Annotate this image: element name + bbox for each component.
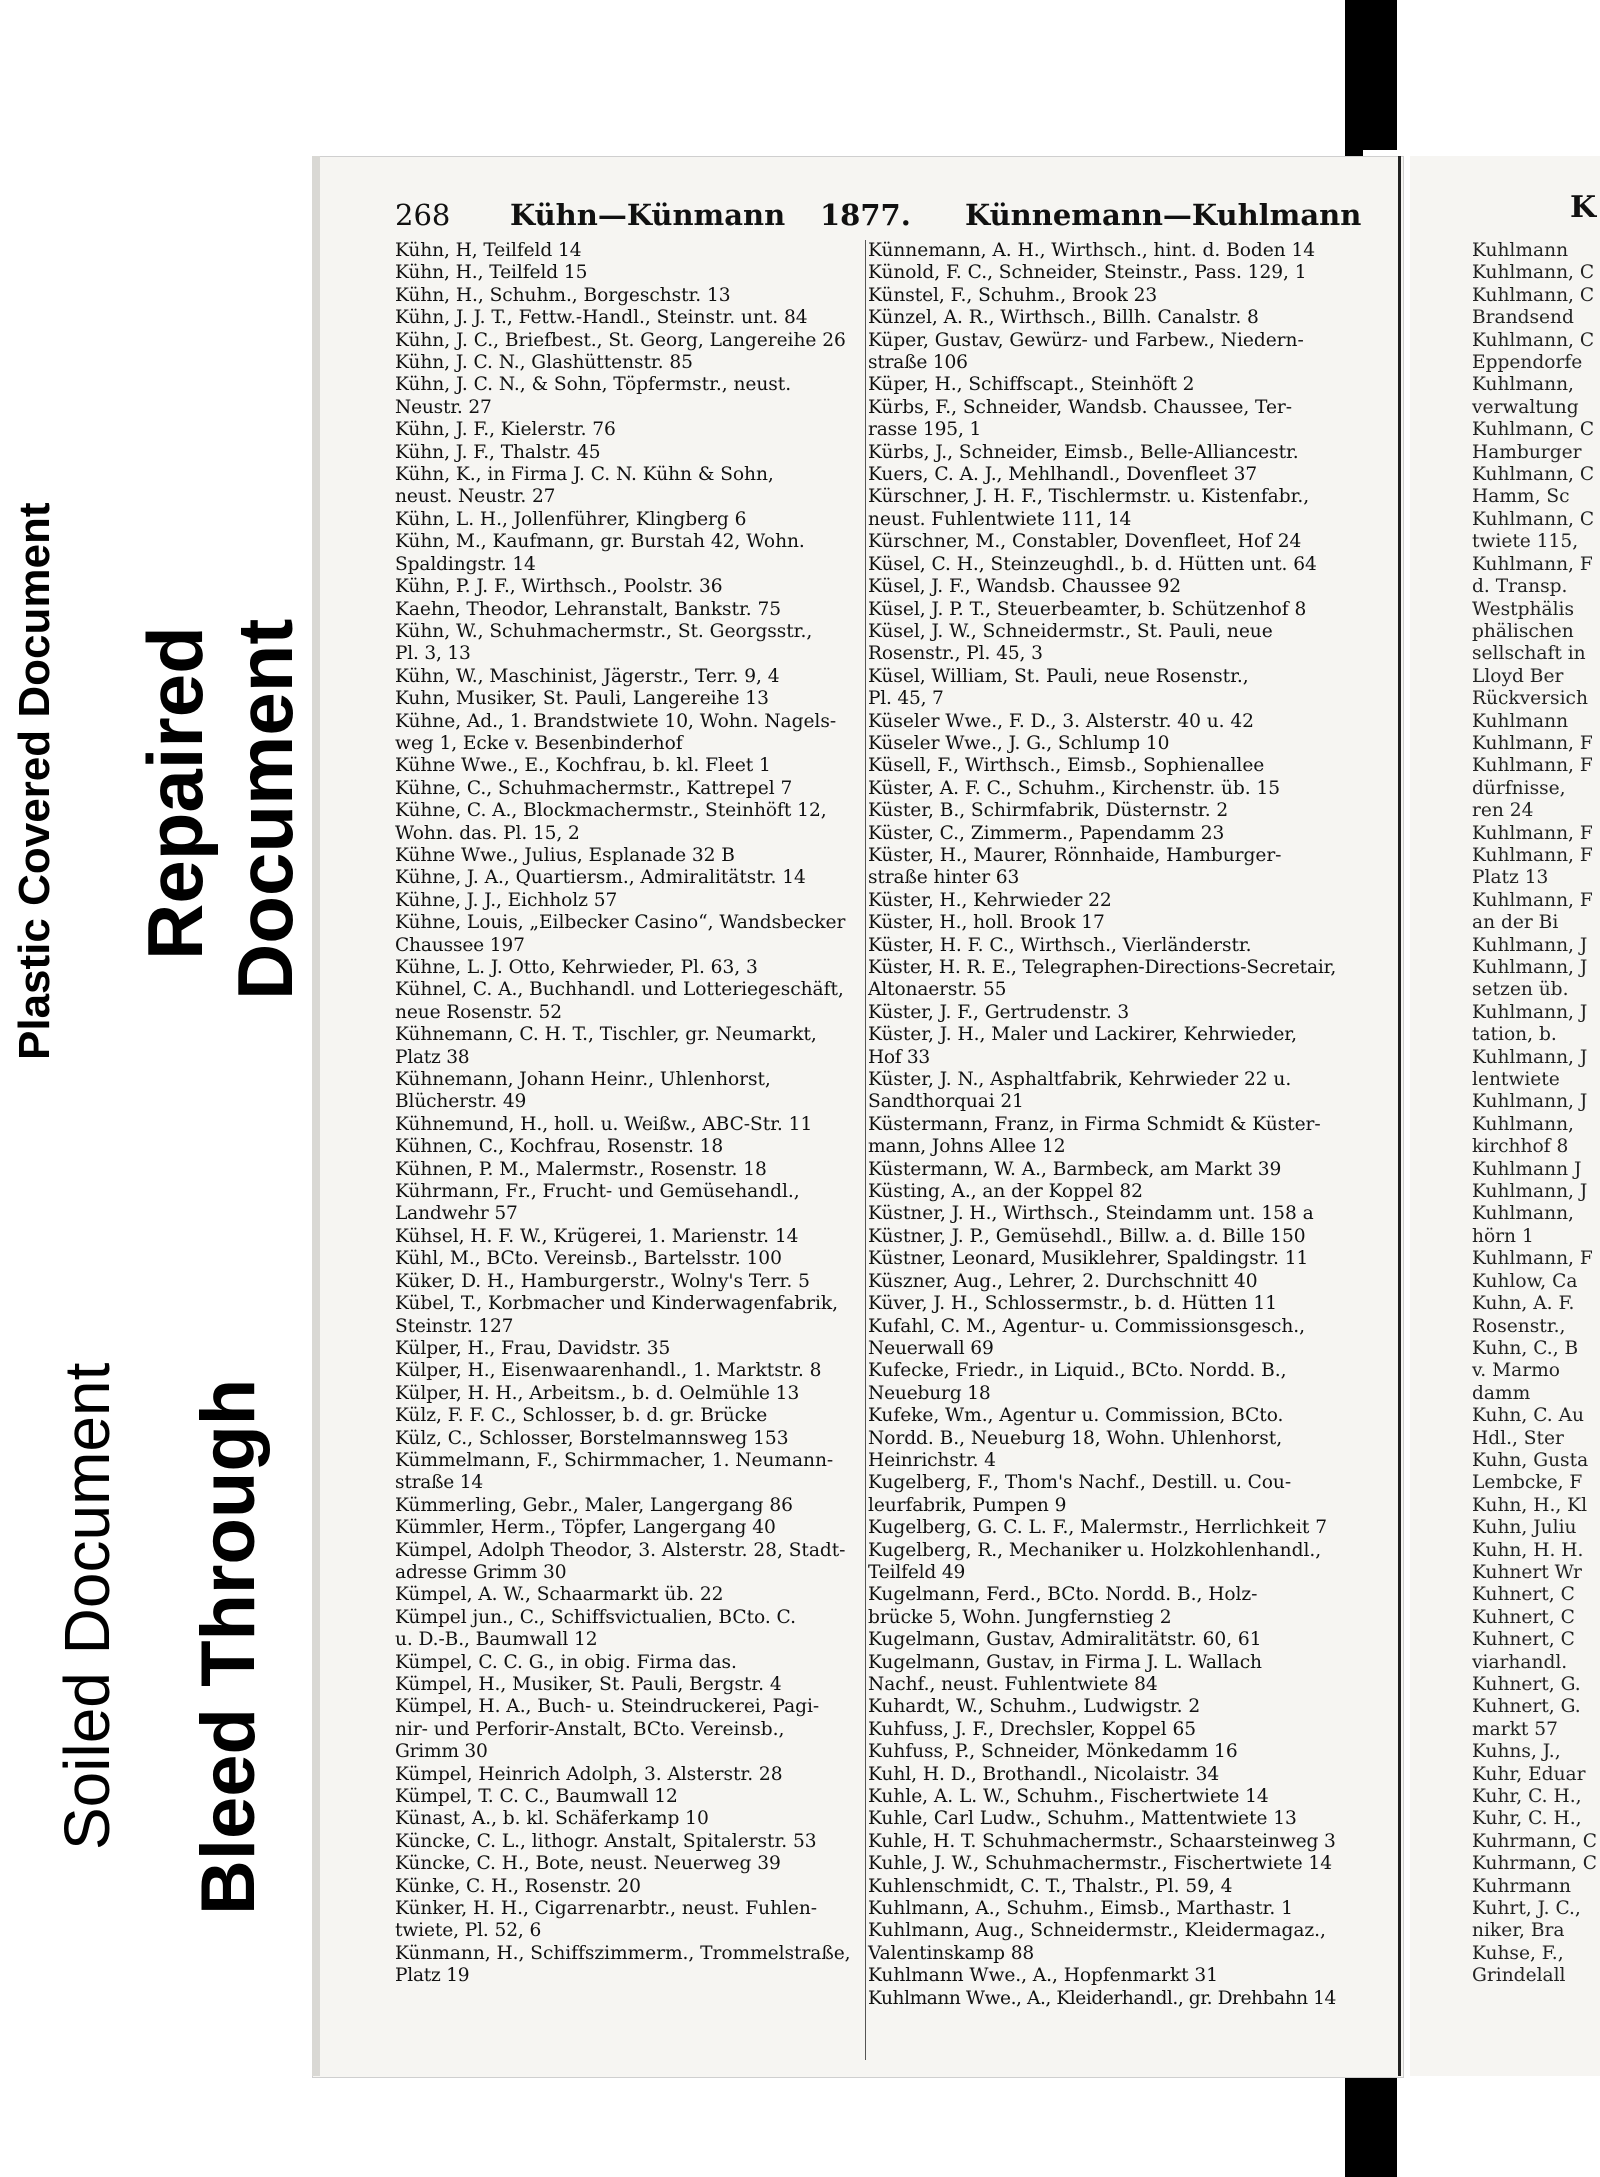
directory-entry-line: Kugelberg, F., Thom's Nachf., Destill. u. Cou- [868, 1472, 1292, 1494]
directory-entry-line: twiete 115, [1472, 531, 1579, 553]
directory-entry-line: dürfnisse, [1472, 777, 1566, 799]
directory-entry-line: Kuhlmann Wwe., A., Hopfenmarkt 31 [868, 1965, 1218, 1987]
directory-entry-line: Kühn, J. F., Thalstr. 45 [395, 441, 601, 463]
directory-entry-line: Hdl., Ster [1472, 1427, 1564, 1449]
directory-entry-line: Künzel, A. R., Wirthsch., Billh. Canalstr. 8 [868, 307, 1259, 329]
directory-entry-line: Kugelberg, G. C. L. F., Malermstr., Herrlichkeit 7 [868, 1517, 1328, 1539]
directory-entry-line: Kürschner, J. H. F., Tischlermstr. u. Kistenfabr., [868, 486, 1310, 508]
directory-entry-line: Kufecke, Friedr., in Liquid., BCto. Nordd. B., [868, 1360, 1287, 1382]
directory-entry-line: Kühn, H, Teilfeld 14 [395, 240, 582, 261]
directory-entry-line: Rosenstr., Pl. 45, 3 [868, 643, 1043, 665]
directory-entry-line: Neueburg 18 [868, 1382, 991, 1404]
directory-entry-line: Lembcke, F [1472, 1472, 1583, 1494]
directory-entry-line: Kuhle, J. W., Schuhmachermstr., Fischertwiete 14 [868, 1853, 1332, 1875]
directory-entry-line: Kuhl, H. D., Brothandl., Nicolaistr. 34 [868, 1763, 1220, 1785]
directory-entry-line: adresse Grimm 30 [395, 1561, 567, 1583]
directory-entry-line: Kümpel, C. C. G., in obig. Firma das. [395, 1651, 737, 1673]
right-range-heading: Künnemann—Kuhlmann [965, 198, 1362, 232]
directory-entry-line: Küster, H. R. E., Telegraphen-Directions-Secretair, [868, 957, 1337, 978]
directory-entry-line: tation, b. [1472, 1024, 1557, 1046]
directory-entry-line: Kühn, W., Schuhmachermstr., St. Georgsstr., [395, 620, 813, 642]
directory-entry-line: an der Bi [1472, 912, 1559, 934]
directory-entry-line: Küver, J. H., Schlossermstr., b. d. Hütten 11 [868, 1293, 1278, 1315]
directory-entry-line: Küster, J. H., Maler und Lackirer, Kehrwieder, [868, 1024, 1297, 1046]
directory-entry-line: Kuhrt, J. C., [1472, 1898, 1581, 1920]
directory-entry-line: mann, Johns Allee 12 [868, 1136, 1066, 1158]
directory-entry-line: Platz 38 [395, 1046, 470, 1068]
directory-entry-line: Steinstr. 127 [395, 1315, 514, 1337]
directory-entry-line: d. Transp. [1472, 576, 1568, 598]
directory-entry-line: Küper, H., Schiffscapt., Steinhöft 2 [868, 374, 1195, 396]
directory-entry-line: Kühne, Ad., 1. Brandstwiete 10, Wohn. Nagels- [395, 710, 837, 732]
directory-entry-line: Kuhn, C. Au [1472, 1405, 1585, 1427]
directory-entry-line: Küseler Wwe., J. G., Schlump 10 [868, 732, 1170, 754]
plastic-covered-label: Plastic Covered Document [10, 502, 59, 1060]
directory-entry-line: Kugelmann, Ferd., BCto. Nordd. B., Holz- [868, 1584, 1258, 1606]
directory-entry-line: Kuhr, C. H., [1472, 1786, 1582, 1808]
repaired-label-line1: Repaired [131, 626, 219, 960]
directory-entry-line: Kuhle, H. T. Schuhmachermstr., Schaarsteinweg 3 [868, 1830, 1336, 1852]
directory-entry-line: Hamm, Sc [1472, 486, 1570, 508]
directory-entry-line: Kuhlmann J [1472, 1158, 1582, 1180]
directory-entry-line: Küseler Wwe., F. D., 3. Alsterstr. 40 u. 42 [868, 710, 1254, 732]
directory-entry-line: Neustr. 27 [395, 396, 492, 418]
directory-entry-line: twiete, Pl. 52, 6 [395, 1920, 542, 1942]
directory-entry-line: Künold, F. C., Schneider, Steinstr., Pass. 129, 1 [868, 262, 1307, 284]
directory-entry-line: Eppendorfe [1472, 352, 1583, 374]
directory-entry-line: Kuhnert Wr [1472, 1561, 1582, 1583]
directory-entry-line: Kühn, P. J. F., Wirthsch., Poolstr. 36 [395, 576, 723, 598]
directory-entry-line: Kuhlmann, J [1472, 957, 1588, 978]
directory-entry-line: Kümpel, H., Musiker, St. Pauli, Bergstr. 4 [395, 1674, 782, 1695]
next-page-column [1472, 240, 1600, 1988]
directory-entry-line: Kümpel, Adolph Theodor, 3. Alsterstr. 28, Stadt- [395, 1539, 846, 1561]
directory-entry-line: Kuhlmann, F [1472, 1248, 1593, 1270]
directory-entry-line: Kuhnert, C [1472, 1629, 1575, 1651]
directory-entry-line: Kühnen, P. M., Malermstr., Rosenstr. 18 [395, 1158, 767, 1180]
directory-entry-line: Kuhrmann, C [1472, 1830, 1598, 1852]
directory-entry-line: Külz, F. F. C., Schlosser, b. d. gr. Brücke [395, 1405, 768, 1427]
directory-entry-line: leurfabrik, Pumpen 9 [868, 1494, 1067, 1516]
directory-entry-line: Küstermann, W. A., Barmbeck, am Markt 39 [868, 1158, 1282, 1180]
directory-entry-line: Kuhlmann, C [1472, 262, 1595, 284]
directory-entry-line: Künker, H. H., Cigarrenarbtr., neust. Fuhlen- [395, 1898, 818, 1920]
page-left-edge [312, 156, 320, 2076]
directory-entry-line: Kümpel, H. A., Buch- u. Steindruckerei, Pagi- [395, 1696, 820, 1718]
directory-entry-line: Kuhlmann, C [1472, 464, 1595, 486]
directory-entry-line: niker, Bra [1472, 1920, 1565, 1942]
directory-entry-line: Pl. 3, 13 [395, 643, 471, 665]
directory-entry-line: Kühne, C. A., Blockmachermstr., Steinhöft 12, [395, 800, 827, 822]
directory-entry-line: Kühnen, C., Kochfrau, Rosenstr. 18 [395, 1136, 724, 1158]
directory-entry-line: Küstner, Leonard, Musiklehrer, Spaldingstr. 11 [868, 1248, 1309, 1270]
directory-entry-line: Heinrichstr. 4 [868, 1449, 996, 1471]
directory-entry-line: Kümpel, A. W., Schaarmarkt üb. 22 [395, 1584, 724, 1606]
directory-entry-line: Kürbs, J., Schneider, Eimsb., Belle-Alliancestr. [868, 441, 1299, 463]
page-header [395, 198, 1362, 238]
directory-entry-line: Kuhlmann [1472, 710, 1569, 732]
directory-entry-line: Nachf., neust. Fuhlentwiete 84 [868, 1674, 1158, 1695]
page-number: 268 [395, 198, 451, 232]
directory-entry-line: Kuhfuss, J. F., Drechsler, Koppel 65 [868, 1718, 1197, 1740]
directory-entry-line: Platz 19 [395, 1965, 470, 1987]
directory-entry-line: Neuerwall 69 [868, 1337, 994, 1359]
directory-entry-line: Küszner, Aug., Lehrer, 2. Durchschnitt 40 [868, 1270, 1258, 1292]
directory-entry-line: Kühne Wwe., Julius, Esplanade 32 B [395, 844, 735, 866]
directory-entry-line: Küster, A. F. C., Schuhm., Kirchenstr. üb. 15 [868, 777, 1281, 799]
directory-entry-line: Kümpel, T. C. C., Baumwall 12 [395, 1786, 678, 1808]
directory-entry-line: Künke, C. H., Rosenstr. 20 [395, 1875, 641, 1897]
directory-entry-line: Kühn, J. C. N., & Sohn, Töpfermstr., neust. [395, 374, 792, 396]
directory-entry-line: phälischen [1472, 620, 1574, 642]
directory-entry-line: Kuhlmann, J [1472, 934, 1588, 956]
directory-entry-line: Kugelmann, Gustav, Admiralitätstr. 60, 61 [868, 1629, 1262, 1651]
directory-entry-line: neust. Fuhlentwiete 111, 14 [868, 508, 1132, 530]
directory-entry-line: Rückversich [1472, 688, 1588, 710]
directory-entry-line: Küster, C., Zimmerm., Papendamm 23 [868, 822, 1225, 844]
directory-entry-line: Kuhlmann Wwe., A., Kleiderhandl., gr. Drehbahn 14 [868, 1987, 1336, 2009]
scan-edge-bar-top [1345, 0, 1397, 150]
directory-entry-line: Kuhlmann [1472, 240, 1569, 261]
directory-entry-line: Kühn, J. C. N., Glashüttenstr. 85 [395, 352, 693, 374]
directory-entry-line: Kuhlmann, F [1472, 732, 1593, 754]
directory-entry-line: Külz, C., Schlosser, Borstelmannsweg 153 [395, 1427, 789, 1449]
directory-entry-line: Kühn, J. J. T., Fettw.-Handl., Steinstr. unt. 84 [395, 307, 808, 329]
directory-entry-line: Kugelmann, Gustav, in Firma J. L. Wallach [868, 1651, 1262, 1673]
directory-entry-line: Valentinskamp 88 [868, 1942, 1035, 1964]
directory-entry-line: Kümmler, Herm., Töpfer, Langergang 40 [395, 1517, 776, 1539]
directory-entry-line: Kühn, J. C., Briefbest., St. Georg, Langereihe 26 [395, 329, 846, 351]
directory-entry-line: straße 14 [395, 1472, 483, 1494]
directory-entry-line: Wohn. das. Pl. 15, 2 [395, 822, 580, 844]
directory-entry-line: Altonaerstr. 55 [868, 979, 1007, 1001]
directory-entry-line: Kümmelmann, F., Schirmmacher, 1. Neumann- [395, 1449, 834, 1471]
directory-entry-line: nir- und Perforir-Anstalt, BCto. Vereinsb., [395, 1718, 785, 1740]
directory-entry-line: Küster, B., Schirmfabrik, Düsternstr. 2 [868, 800, 1229, 822]
directory-entry-line: Grindelall [1472, 1965, 1566, 1987]
directory-entry-line: Hamburger [1472, 441, 1582, 463]
directory-entry-line: Kürschner, M., Constabler, Dovenfleet, Hof 24 [868, 531, 1302, 553]
directory-entry-line: Kuhfuss, P., Schneider, Mönkedamm 16 [868, 1741, 1238, 1763]
directory-entry-line: setzen üb. [1472, 979, 1569, 1001]
directory-entry-line: Künmann, H., Schiffszimmerm., Trommelstraße, [395, 1942, 851, 1964]
directory-entry-line: Kuhn, H., Kl [1472, 1494, 1588, 1516]
left-range-heading: Kühn—Künmann [510, 198, 786, 232]
directory-entry-line: Kuhn, A. F. [1472, 1293, 1575, 1315]
next-page-heading: K [1570, 190, 1597, 225]
left-column [395, 240, 865, 1988]
directory-entry-line: Kuhlmann, [1472, 1203, 1574, 1225]
directory-entry-line: Kühne Wwe., E., Kochfrau, b. kl. Fleet 1 [395, 755, 771, 777]
directory-entry-line: Kühne, L. J. Otto, Kehrwieder, Pl. 63, 3 [395, 957, 758, 978]
directory-entry-line: Blücherstr. 49 [395, 1091, 527, 1113]
directory-entry-line: brücke 5, Wohn. Jungfernstieg 2 [868, 1606, 1172, 1628]
directory-entry-line: Kühnemann, C. H. T., Tischler, gr. Neumarkt, [395, 1024, 817, 1046]
directory-entry-line: Küster, H., holl. Brook 17 [868, 912, 1105, 934]
directory-entry-line: ren 24 [1472, 800, 1534, 822]
directory-entry-line: Kuhlow, Ca [1472, 1270, 1578, 1292]
directory-entry-line: Küsel, J. F., Wandsb. Chaussee 92 [868, 576, 1181, 598]
directory-entry-line: Kuhlmann, F [1472, 844, 1593, 866]
directory-entry-line: Kühnel, C. A., Buchhandl. und Lotteriegeschäft, [395, 979, 844, 1001]
directory-entry-line: Küsel, J. W., Schneidermstr., St. Pauli, neue [868, 620, 1273, 642]
directory-entry-line: Kümpel, Heinrich Adolph, 3. Alsterstr. 28 [395, 1763, 783, 1785]
directory-entry-line: Küster, H., Maurer, Rönnhaide, Hamburger- [868, 844, 1282, 866]
directory-entry-line: Kühn, K., in Firma J. C. N. Kühn & Sohn, [395, 464, 774, 486]
directory-entry-line: sellschaft in [1472, 643, 1586, 665]
directory-entry-line: Kuhnert, G. [1472, 1674, 1581, 1695]
directory-entry-line: Kuhr, Eduar [1472, 1763, 1586, 1785]
directory-entry-line: Kuhlmann, C [1472, 329, 1595, 351]
directory-entry-line: neust. Neustr. 27 [395, 486, 556, 508]
directory-entry-line: Kübel, T., Korbmacher und Kinderwagenfabrik, [395, 1293, 838, 1315]
directory-entry-line: Künast, A., b. kl. Schäferkamp 10 [395, 1808, 709, 1830]
directory-entry-line: Kuhlmann, C [1472, 284, 1595, 306]
directory-entry-line: Chaussee 197 [395, 934, 525, 956]
directory-entry-line: Küker, D. H., Hamburgerstr., Wolny's Terr. 5 [395, 1270, 810, 1292]
directory-entry-line: Küster, J. F., Gertrudenstr. 3 [868, 1001, 1130, 1023]
bleed-through-label: Bleed Through [186, 1378, 271, 1915]
directory-entry-line: Küsel, William, St. Pauli, neue Rosenstr., [868, 665, 1249, 687]
directory-entry-line: Kuhse, F., [1472, 1942, 1564, 1964]
directory-entry-line: rasse 195, 1 [868, 419, 982, 441]
directory-entry-line: Kuhlmann, J [1472, 1001, 1588, 1023]
directory-entry-line: Spaldingstr. 14 [395, 553, 536, 575]
directory-entry-line: viarhandl. [1472, 1651, 1568, 1673]
directory-entry-line: Kuhlmann, F [1472, 822, 1593, 844]
directory-entry-line: Küster, J. N., Asphaltfabrik, Kehrwieder 22 u. [868, 1069, 1292, 1091]
directory-entry-line: Külper, H., Eisenwaarenhandl., 1. Marktstr. 8 [395, 1360, 822, 1382]
directory-entry-line: Rosenstr., [1472, 1315, 1566, 1337]
directory-entry-line: Küncke, C. H., Bote, neust. Neuerweg 39 [395, 1853, 781, 1875]
directory-entry-line: Kuhle, Carl Ludw., Schuhm., Mattentwiete 13 [868, 1808, 1297, 1830]
repaired-label-line2: Document [221, 618, 309, 1000]
right-column [868, 240, 1338, 2010]
directory-entry-line: Kuhn, C., B [1472, 1337, 1579, 1359]
directory-entry-line: Kugelberg, R., Mechaniker u. Holzkohlenhandl., [868, 1539, 1322, 1561]
column-divider [865, 240, 866, 2060]
directory-entry-line: Küstermann, Franz, in Firma Schmidt & Küster- [868, 1113, 1321, 1135]
directory-entry-line: lentwiete [1472, 1069, 1560, 1091]
directory-entry-line: Kuhlmann, J [1472, 1181, 1588, 1203]
directory-entry-line: Brandsend [1472, 307, 1574, 329]
directory-entry-line: kirchhof 8 [1472, 1136, 1569, 1158]
directory-entry-line: Künstel, F., Schuhm., Brook 23 [868, 284, 1158, 306]
directory-entry-line: Kührmann, Fr., Frucht- und Gemüsehandl., [395, 1181, 800, 1203]
year-heading: 1877. [820, 198, 911, 232]
directory-entry-line: Kühn, H., Schuhm., Borgeschstr. 13 [395, 284, 731, 306]
directory-entry-line: Küper, Gustav, Gewürz- und Farbew., Niedern- [868, 329, 1304, 351]
directory-entry-line: Kuhlmann, F [1472, 755, 1593, 777]
directory-entry-line: Kümpel jun., C., Schiffsvictualien, BCto. C. [395, 1606, 796, 1628]
directory-entry-line: Kufeke, Wm., Agentur u. Commission, BCto. [868, 1405, 1284, 1427]
directory-entry-line: Kuhrmann [1472, 1875, 1571, 1897]
directory-entry-line: Kürbs, F., Schneider, Wandsb. Chaussee, Ter- [868, 396, 1293, 418]
directory-entry-line: Kuhlmann, Aug., Schneidermstr., Kleidermagaz., [868, 1920, 1326, 1942]
directory-entry-line: Kühne, Louis, „Eilbecker Casino“, Wandsbecker [395, 912, 846, 934]
directory-entry-line: Teilfeld 49 [868, 1561, 966, 1583]
directory-entry-line: weg 1, Ecke v. Besenbinderhof [395, 732, 683, 754]
directory-entry-line: Kühn, L. H., Jollenführer, Klingberg 6 [395, 508, 747, 530]
directory-entry-line: Küstner, J. P., Gemüsehdl., Billw. a. d. Bille 150 [868, 1225, 1306, 1247]
directory-entry-line: Kuhlmann, J [1472, 1046, 1588, 1068]
directory-entry-line: Küster, H. F. C., Wirthsch., Vierländerstr. [868, 934, 1252, 956]
directory-entry-line: Landwehr 57 [395, 1203, 518, 1225]
directory-entry-line: Kuhn, Juliu [1472, 1517, 1577, 1539]
directory-entry-line: Kühn, J. F., Kielerstr. 76 [395, 419, 616, 441]
directory-entry-line: Kuhlmann, C [1472, 419, 1595, 441]
directory-entry-line: Küster, H., Kehrwieder 22 [868, 889, 1112, 911]
directory-entry-line: Kühsel, H. F. W., Krügerei, 1. Marienstr. 14 [395, 1225, 799, 1247]
directory-entry-line: Kühnemann, Johann Heinr., Uhlenhorst, [395, 1069, 771, 1091]
directory-entry-line: Kuhnert, C [1472, 1606, 1575, 1628]
directory-entry-line: Hof 33 [868, 1046, 930, 1068]
directory-entry-line: Kuhle, A. L. W., Schuhm., Fischertwiete 14 [868, 1786, 1269, 1808]
directory-entry-line: Kuhrmann, C [1472, 1853, 1598, 1875]
directory-entry-line: Küsell, F., Wirthsch., Eimsb., Sophienallee [868, 755, 1265, 777]
directory-entry-line: Westphälis [1472, 598, 1575, 620]
directory-entry-line: v. Marmo [1472, 1360, 1560, 1382]
directory-entry-line: Kühnemund, H., holl. u. Weißw., ABC-Str. 11 [395, 1113, 813, 1135]
directory-entry-line: u. D.-B., Baumwall 12 [395, 1629, 598, 1651]
directory-entry-line: Kuhn, Gusta [1472, 1449, 1589, 1471]
directory-entry-line: Kühne, J. J., Eichholz 57 [395, 889, 618, 911]
directory-entry-line: Kühn, H., Teilfeld 15 [395, 262, 588, 284]
directory-entry-line: markt 57 [1472, 1718, 1558, 1740]
directory-entry-line: Küstner, J. H., Wirthsch., Steindamm unt. 158 a [868, 1203, 1314, 1225]
directory-entry-line: Küsel, C. H., Steinzeughdl., b. d. Hütten unt. 64 [868, 553, 1317, 575]
directory-entry-line: verwaltung [1472, 396, 1579, 418]
directory-entry-line: Kuhlmann, C [1472, 508, 1595, 530]
directory-entry-line: Kühn, W., Maschinist, Jägerstr., Terr. 9, 4 [395, 665, 780, 687]
soiled-document-label: Soiled Document [51, 1362, 123, 1850]
directory-entry-line: Kühne, J. A., Quartiersm., Admiralitätstr. 14 [395, 867, 806, 889]
directory-entry-line: Kuhnert, C [1472, 1584, 1575, 1606]
directory-entry-line: Kuhlmann, F [1472, 553, 1593, 575]
directory-entry-line: Kuhlmann, A., Schuhm., Eimsb., Marthastr. 1 [868, 1898, 1293, 1920]
directory-entry-line: Kuhr, C. H., [1472, 1808, 1582, 1830]
directory-entry-line: Sandthorquai 21 [868, 1091, 1024, 1113]
directory-entry-line: Grimm 30 [395, 1741, 488, 1763]
directory-entry-line: Kuhnert, G. [1472, 1696, 1581, 1718]
directory-entry-line: Nordd. B., Neueburg 18, Wohn. Uhlenhorst, [868, 1427, 1283, 1449]
directory-entry-line: Kümmerling, Gebr., Maler, Langergang 86 [395, 1494, 793, 1516]
directory-entry-line: Kuhn, H. H. [1472, 1539, 1584, 1561]
directory-entry-line: neue Rosenstr. 52 [395, 1001, 562, 1023]
directory-entry-line: Kuers, C. A. J., Mehlhandl., Dovenfleet 37 [868, 464, 1258, 486]
directory-entry-line: Kaehn, Theodor, Lehranstalt, Bankstr. 75 [395, 598, 782, 620]
directory-entry-line: Külper, H. H., Arbeitsm., b. d. Oelmühle 13 [395, 1382, 800, 1404]
directory-entry-line: Platz 13 [1472, 867, 1549, 889]
directory-entry-line: Kufahl, C. M., Agentur- u. Commissionsgesch., [868, 1315, 1305, 1337]
directory-entry-line: Külper, H., Frau, Davidstr. 35 [395, 1337, 671, 1359]
directory-entry-line: Kuhardt, W., Schuhm., Ludwigstr. 2 [868, 1696, 1201, 1718]
directory-entry-line: straße hinter 63 [868, 867, 1020, 889]
directory-entry-line: Lloyd Ber [1472, 665, 1564, 687]
gutter-line [1398, 156, 1401, 2076]
directory-entry-line: Küncke, C. L., lithogr. Anstalt, Spitalerstr. 53 [395, 1830, 817, 1852]
directory-entry-line: Künnemann, A. H., Wirthsch., hint. d. Boden 14 [868, 240, 1316, 261]
directory-entry-line: Kuhns, J., [1472, 1741, 1561, 1763]
directory-entry-line: Küsting, A., an der Koppel 82 [868, 1181, 1143, 1203]
directory-entry-line: Kuhlmann, J [1472, 1091, 1588, 1113]
directory-entry-line: damm [1472, 1382, 1531, 1404]
directory-entry-line: straße 106 [868, 352, 968, 374]
directory-entry-line: Kühl, M., BCto. Vereinsb., Bartelsstr. 100 [395, 1248, 782, 1270]
directory-entry-line: Kuhlmann, F [1472, 889, 1593, 911]
directory-entry-line: Kühn, M., Kaufmann, gr. Burstah 42, Wohn. [395, 531, 805, 553]
directory-entry-line: Kuhlmann, [1472, 374, 1574, 396]
directory-entry-line: Kuhlenschmidt, C. T., Thalstr., Pl. 59, 4 [868, 1875, 1233, 1897]
directory-entry-line: Küsel, J. P. T., Steuerbeamter, b. Schützenhof 8 [868, 598, 1307, 620]
directory-entry-line: Pl. 45, 7 [868, 688, 944, 710]
directory-entry-line: Kuhn, Musiker, St. Pauli, Langereihe 13 [395, 688, 769, 710]
directory-entry-line: Kühne, C., Schuhmachermstr., Kattrepel 7 [395, 777, 793, 799]
directory-entry-line: Kuhlmann, [1472, 1113, 1574, 1135]
directory-entry-line: hörn 1 [1472, 1225, 1534, 1247]
